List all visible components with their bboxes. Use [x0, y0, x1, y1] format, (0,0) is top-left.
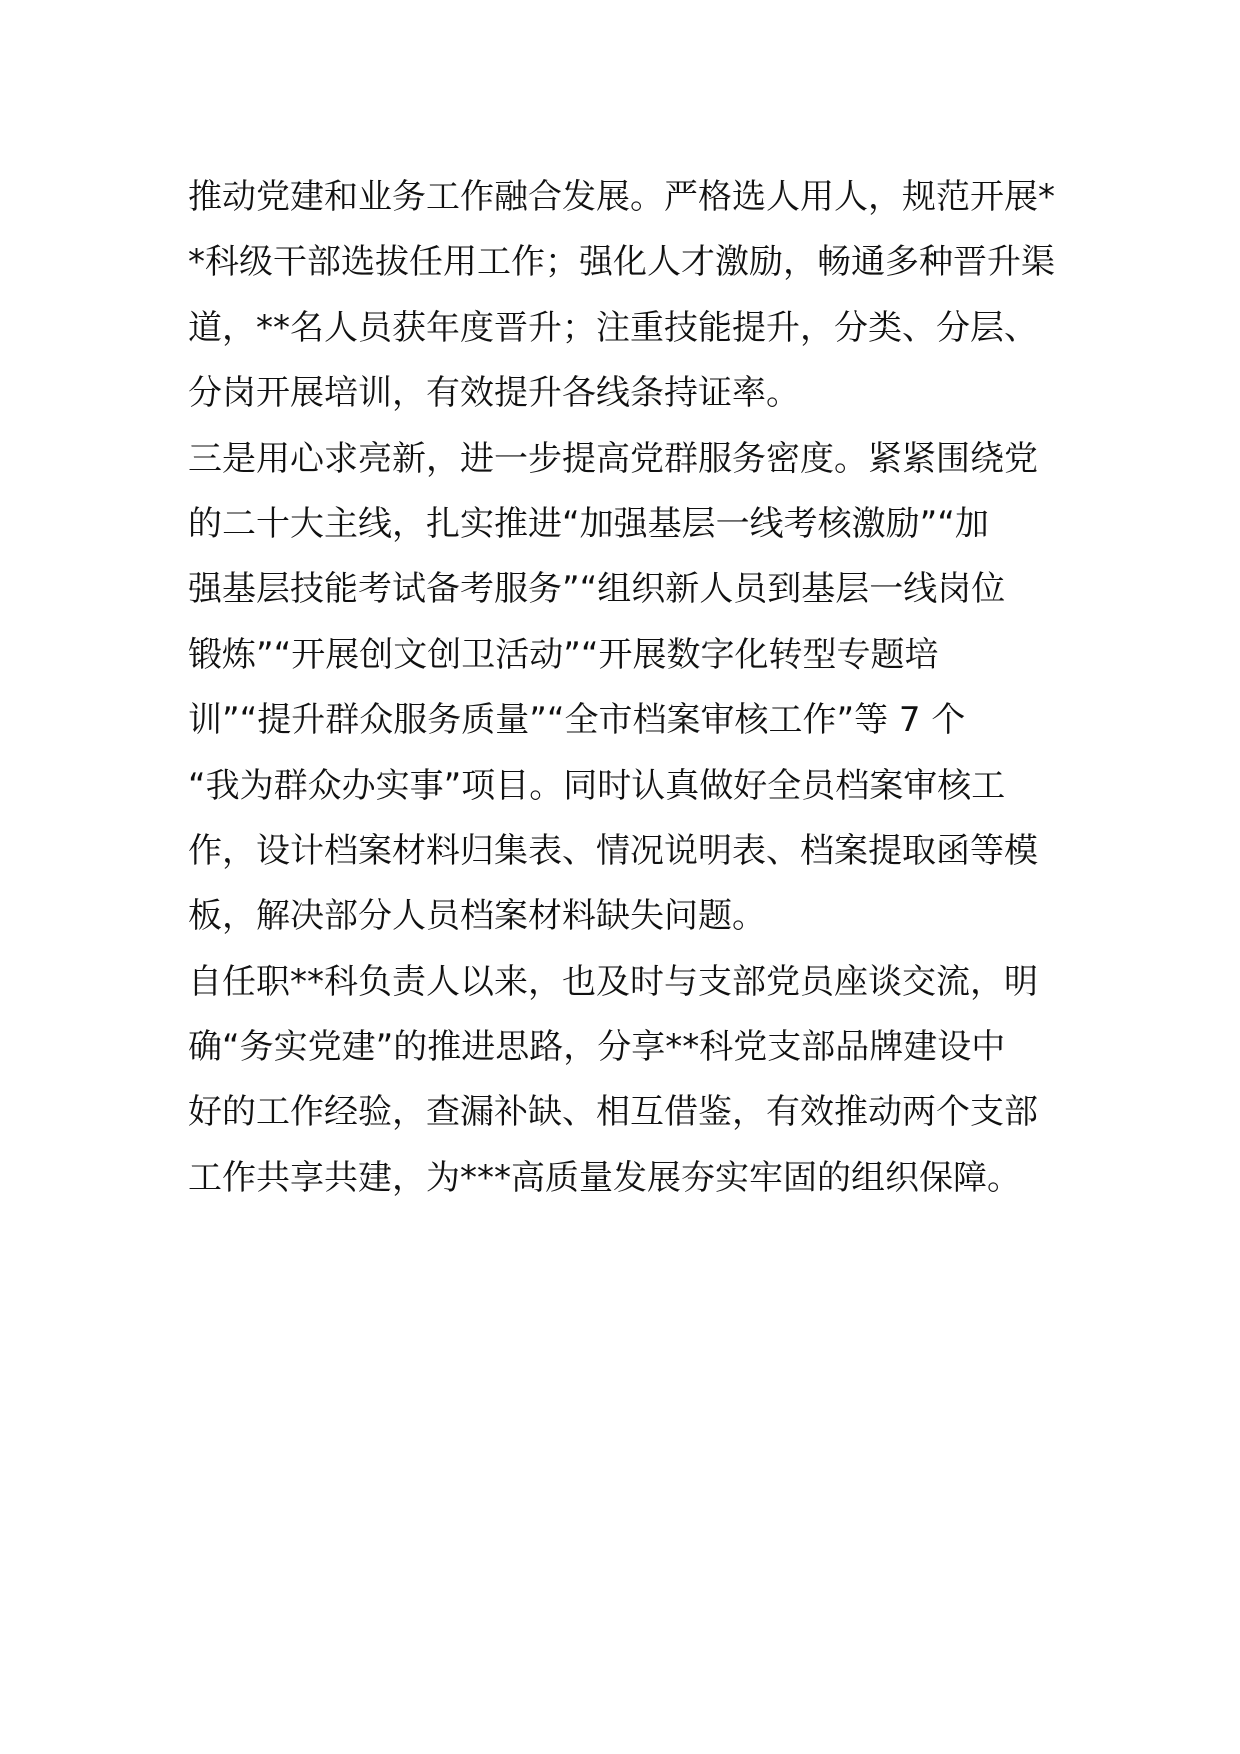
text-line: 作，设计档案材料归集表、情况说明表、档案提取函等模	[188, 830, 1038, 871]
text-line: 锻炼”“开展创文创卫活动”“开展数字化转型专题培	[188, 634, 939, 675]
text-line: 自任职**科负责人以来，也及时与支部党员座谈交流，明	[188, 961, 1038, 1002]
text-line: 训”“提升群众服务质量”“全市档案审核工作”等 7 个	[188, 700, 966, 741]
text-line: 道，**名人员获年度晋升；注重技能提升，分类、分层、	[188, 307, 1038, 348]
text-line: 三是用心求亮新，进一步提高党群服务密度。紧紧围绕党	[188, 438, 1038, 479]
text-line: 的二十大主线，扎实推进“加强基层一线考核激励”“加	[188, 503, 989, 544]
text-line: 确“务实党建”的推进思路，分享**科党支部品牌建设中	[188, 1027, 1006, 1068]
text-line: 推动党建和业务工作融合发展。严格选人用人，规范开展*	[188, 177, 1055, 217]
text-line: 强基层技能考试备考服务”“组织新人员到基层一线岗位	[188, 569, 1006, 610]
text-line: 分岗开展培训，有效提升各线条持证率。	[188, 373, 800, 414]
text-line: 板，解决部分人员档案材料缺失问题。	[188, 896, 766, 937]
text-line: 工作共享共建，为***高质量发展夯实牢固的组织保障。	[188, 1157, 1021, 1198]
text-line: 好的工作经验，查漏补缺、相互借鉴，有效推动两个支部	[188, 1092, 1038, 1133]
text-line: “我为群众办实事”项目。同时认真做好全员档案审核工	[188, 765, 1006, 806]
text-line: *科级干部选拔任用工作；强化人才激励，畅通多种晋升渠	[188, 242, 1055, 283]
body-text	[188, 165, 1060, 1211]
